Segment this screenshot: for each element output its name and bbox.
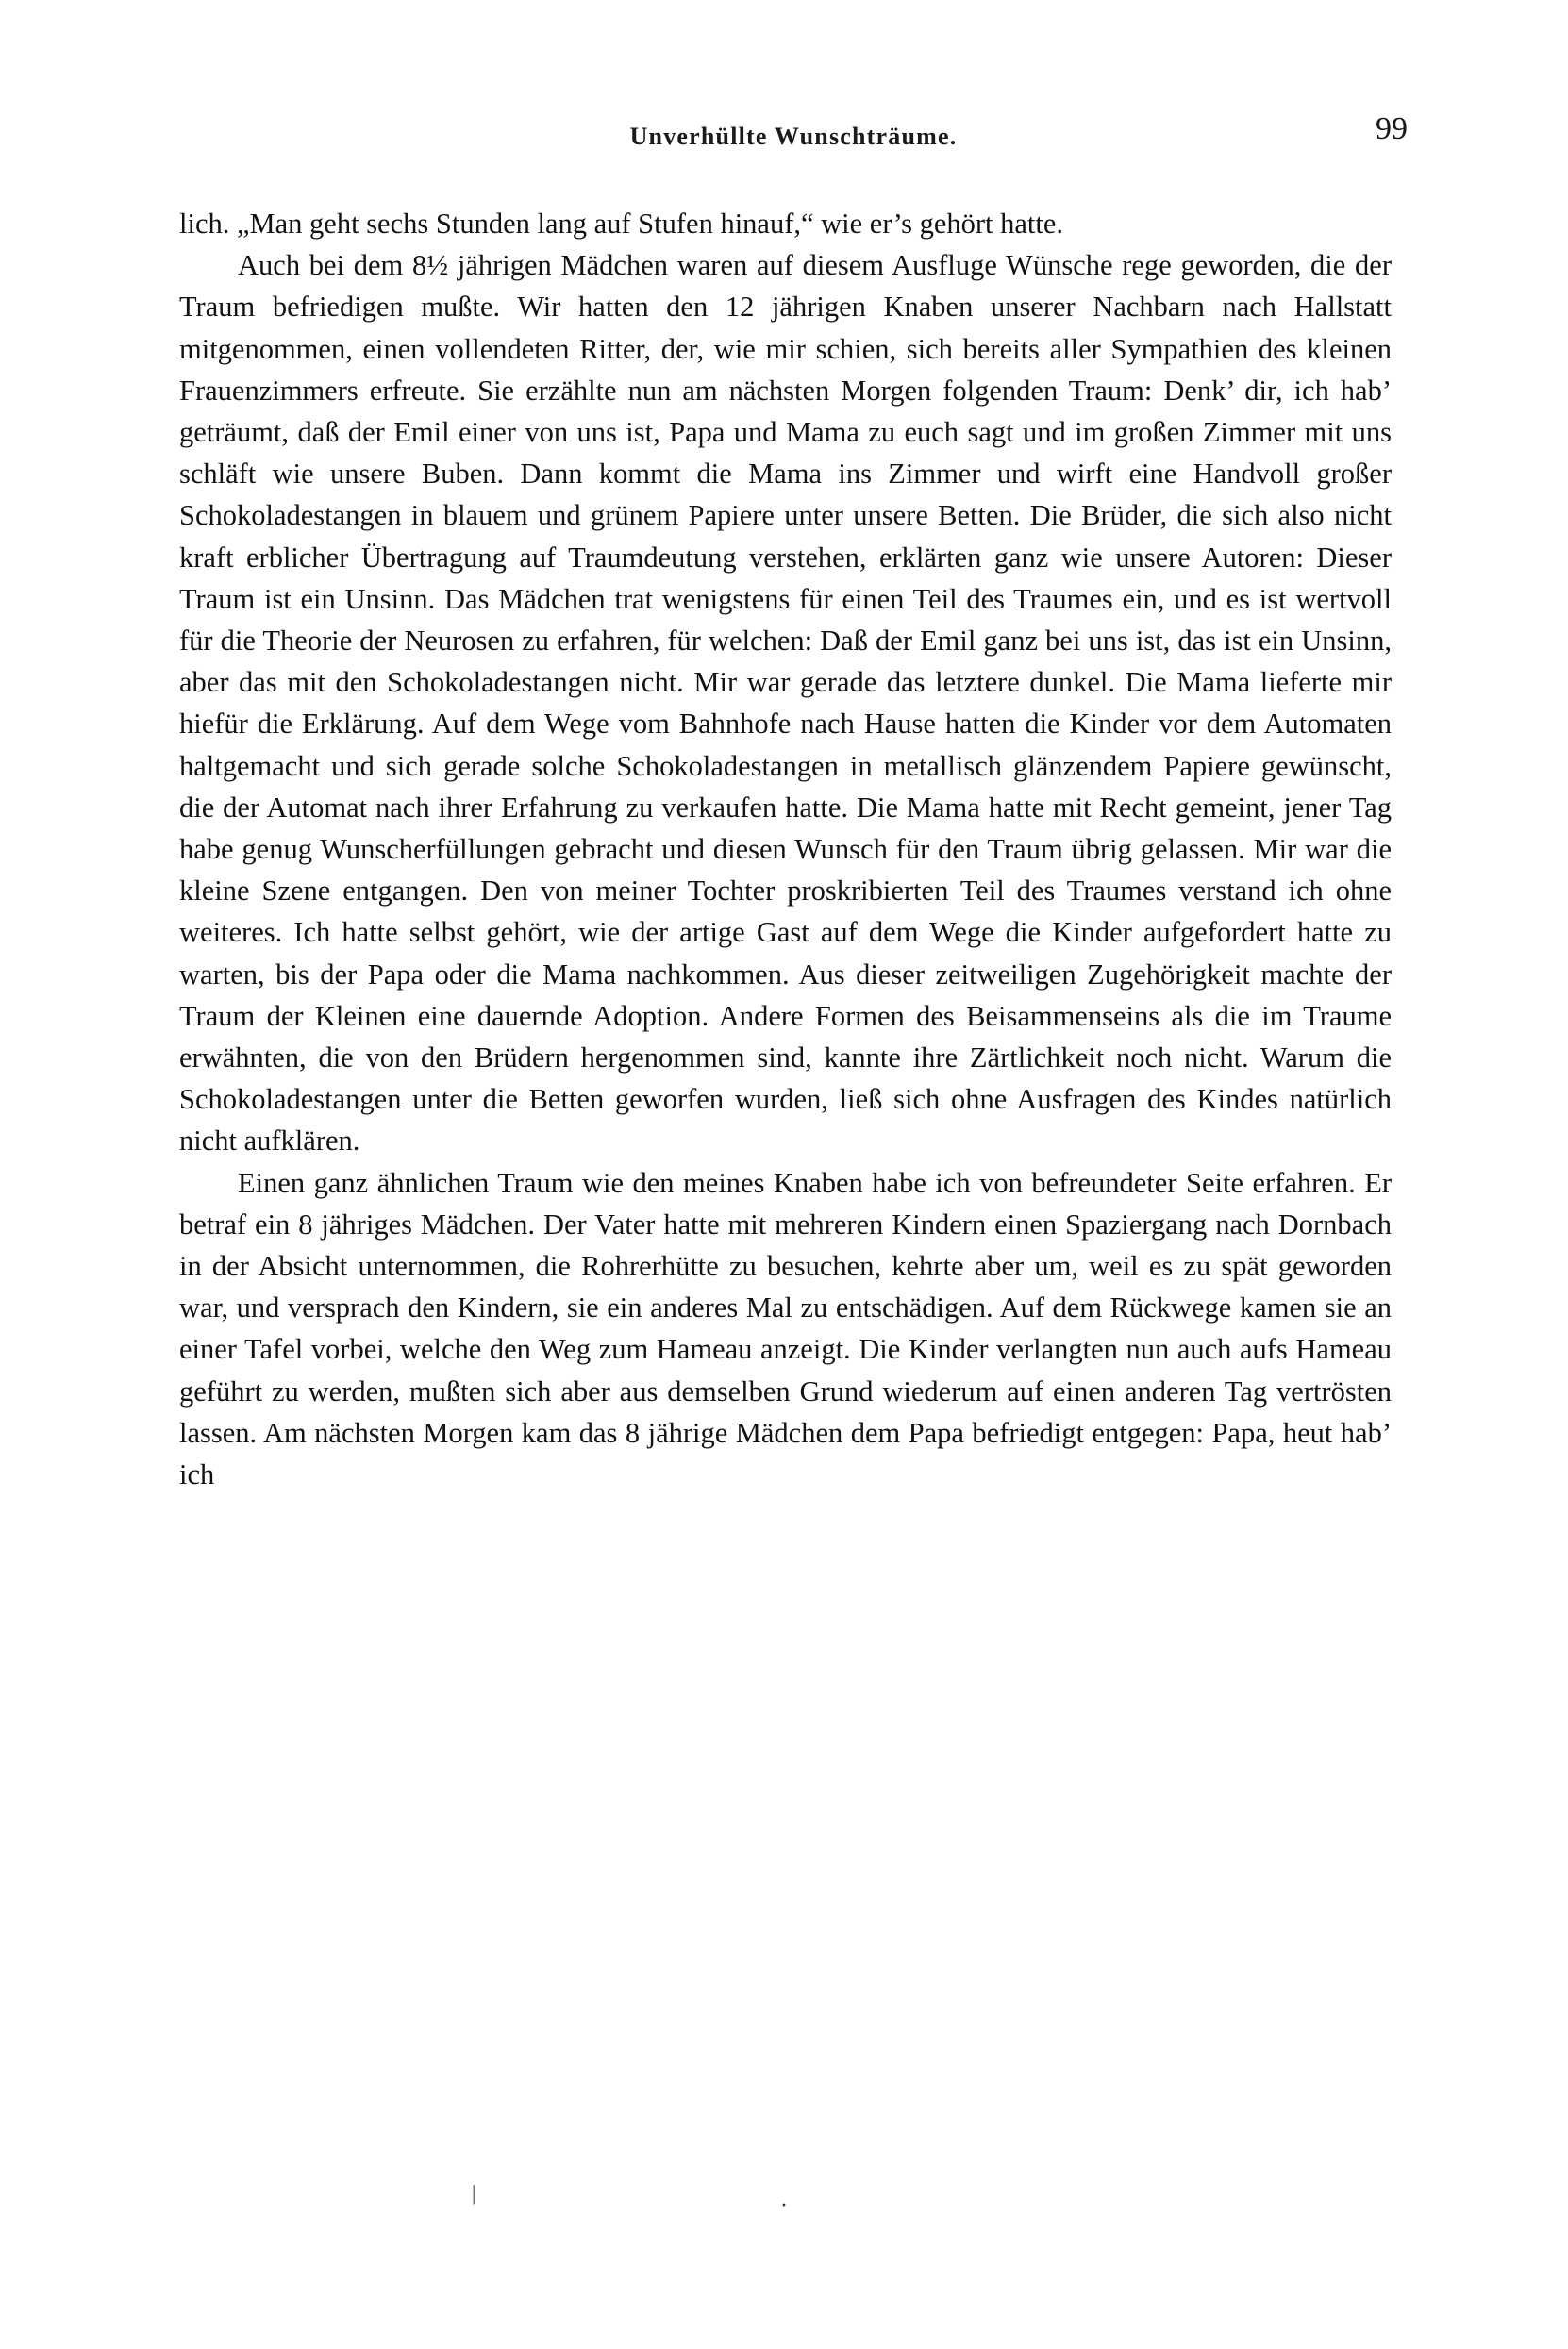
- page-header: [179, 111, 1408, 160]
- paragraph-3: Einen ganz ähnlichen Traum wie den meines Knaben habe ich von befreundeter Seite erfahren. Er betraf ein 8 jähriges Mädchen. Der Vater hatte mit mehreren Kindern einen Spaziergang nach Dornbach in der Absicht unternommen, die Rohrerhütte zu besuchen, kehrte aber um, weil es zu spät geworden war, und versprach den Kindern, sie ein anderes Mal zu entschädigen. Auf dem Rückwege kamen sie an einer Tafel vorbei, welche den Weg zum Hameau anzeigt. Die Kinder verlangten nun auch aufs Hameau geführt zu werden, mußten sich aber aus demselben Grund wiederum auf einen anderen Tag vertrösten lassen. Am nächsten Morgen kam das 8 jährige Mädchen dem Papa befriedigt entgegen: Papa, heut hab’ ich: [179, 1166, 1392, 1491]
- page-number: 99: [1376, 111, 1408, 146]
- footer-center-mark: ·: [780, 2193, 788, 2218]
- paragraph-2: Auch bei dem 8½ jährigen Mädchen waren auf diesem Ausfluge Wünsche rege geworden, die der Traum befriedigen mußte. Wir hatten den 12 jährigen Knaben unserer Nachbarn nach Hallstatt mitgenommen, einen vollendeten Ritter, der, wie mir schien, sich bereits aller Sympathien des kleinen Frauenzimmers erfreute. Sie erzählte nun am nächsten Morgen folgenden Traum: Denk’ dir, ich hab’ geträumt, daß der Emil einer von uns ist, Papa und Mama zu euch sagt und im großen Zimmer mit uns schläft wie unsere Buben. Dann kommt die Mama ins Zimmer und wirft eine Handvoll großer Schokoladestangen in blauem und grünem Papiere unter unsere Betten. Die Brüder, die sich also nicht kraft erblicher Übertragung auf Traumdeutung verstehen, erklärten ganz wie unsere Autoren: Dieser Traum ist ein Unsinn. Das Mädchen trat wenigstens für einen Teil des Traumes ein, und es ist wertvoll für die Theorie der Neurosen zu erfahren, für welchen: Daß der Emil ganz bei uns ist, das ist ein Unsinn, aber das mit den Schokoladestangen nicht. Mir war gerade das letztere dunkel. Die Mama lieferte mir hiefür die Erklärung. Auf dem Wege vom Bahnhofe nach Hause hatten die Kinder vor dem Automaten haltgemacht und sich gerade solche Schokoladestangen in metallisch glänzendem Papiere gewünscht, die der Automat nach ihrer Erfahrung zu verkaufen hatte. Die Mama hatte mit Recht gemeint, jener Tag habe genug Wunscherfüllungen gebracht und diesen Wunsch für den Traum übrig gelassen. Mir war die kleine Szene entgangen. Den von meiner Tochter proskribierten Teil des Traumes verstand ich ohne weiteres. Ich hatte selbst gehört, wie der artige Gast auf dem Wege die Kinder aufgefordert hatte zu warten, bis der Papa oder die Mama nachkommen. Aus dieser zeitweiligen Zugehörigkeit machte der Traum der Kleinen eine dauernde Adoption. Andere Formen des Beisammenseins als die im Traume erwähnten, die von den Brüdern hergenommen sind, kannte ihre Zärtlichkeit noch nicht. Warum die Schokoladestangen unter die Betten geworfen wurden, ließ sich ohne Ausfragen des Kindes natürlich nicht aufklären.: [179, 249, 1392, 1158]
- footer-left-mark: |: [472, 2181, 476, 2205]
- running-title: Unverhüllte Wunschträume.: [629, 123, 958, 150]
- body-text: [179, 203, 1392, 1495]
- paragraph-1: lich. „Man geht sechs Stunden lang auf Stufen hinauf,“ wie er’s gehört hatte.: [179, 208, 1064, 240]
